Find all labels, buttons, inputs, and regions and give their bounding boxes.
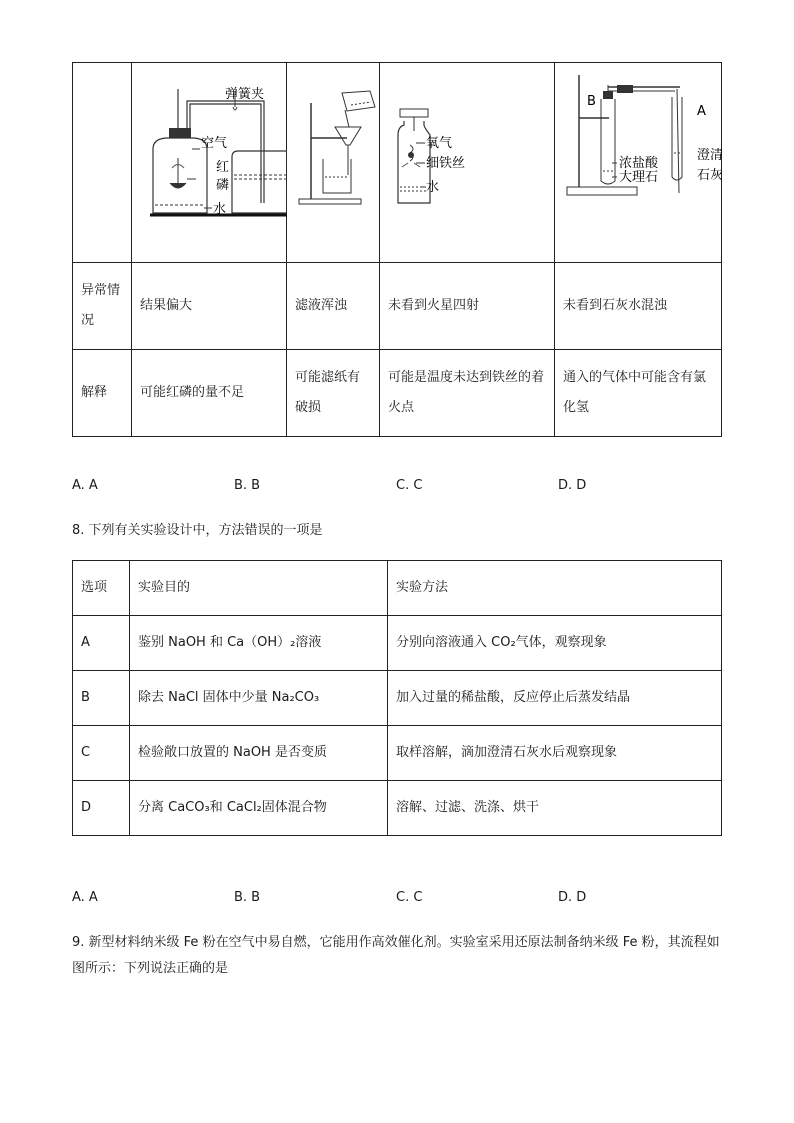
header-purpose: 实验目的	[130, 561, 388, 616]
table-cell: 结果偏大	[132, 263, 287, 350]
row-method: 分别向溶液通入 CO₂气体，观察现象	[388, 616, 722, 671]
label-red-phosphorus-1: 红	[216, 160, 230, 175]
table-row	[73, 781, 722, 836]
label-hydrochloric-acid: 浓盐酸	[619, 156, 659, 171]
option-a[interactable]: A. A	[72, 890, 98, 905]
red-phosphorus-apparatus-figure	[132, 63, 287, 250]
table-row	[73, 616, 722, 671]
co2-generation-apparatus-figure	[555, 63, 722, 250]
label-marble: 大理石	[619, 170, 659, 185]
option-b[interactable]: B. B	[234, 478, 261, 493]
table-cell: 未看到石灰水混浊	[555, 263, 722, 350]
label-b: B	[587, 94, 596, 109]
row-option: C	[73, 726, 130, 781]
filtration-apparatus-figure	[287, 63, 380, 250]
option-d[interactable]: D. D	[558, 890, 587, 905]
header-method: 实验方法	[388, 561, 722, 616]
figure-iron-combustion-cell	[380, 63, 555, 263]
table-row	[73, 726, 722, 781]
table-cell: 未看到火星四射	[380, 263, 555, 350]
iron-combustion-apparatus-figure	[380, 63, 555, 250]
experiment-anomaly-table	[72, 62, 722, 437]
label-air: 空气	[201, 136, 228, 151]
row-option: D	[73, 781, 130, 836]
figure-filtration-cell	[287, 63, 380, 263]
label-water: 水	[426, 180, 440, 195]
table-cell: 可能滤纸有破损	[287, 350, 380, 437]
table-cell: 可能红磷的量不足	[132, 350, 287, 437]
option-a[interactable]: A. A	[72, 478, 98, 493]
option-b[interactable]: B. B	[234, 890, 261, 905]
label-iron-wire: 细铁丝	[426, 156, 466, 171]
explanation-row	[73, 350, 722, 437]
table-header-row	[73, 561, 722, 616]
table-cell: 可能是温度未达到铁丝的着火点	[380, 350, 555, 437]
question7-options	[72, 478, 721, 498]
row-header: 异常情况	[73, 263, 132, 350]
question8-options	[72, 890, 721, 910]
table-cell: 通入的气体中可能含有氯化氢	[555, 350, 722, 437]
row-method: 加入过量的稀盐酸，反应停止后蒸发结晶	[388, 671, 722, 726]
option-c[interactable]: C. C	[396, 478, 423, 493]
row-purpose: 分离 CaCO₃和 CaCl₂固体混合物	[130, 781, 388, 836]
table-cell: 滤液浑浊	[287, 263, 380, 350]
option-c[interactable]: C. C	[396, 890, 423, 905]
label-limewater-1: 澄清	[697, 148, 722, 163]
row-purpose: 鉴别 NaOH 和 Ca（OH）₂溶液	[130, 616, 388, 671]
row-option: A	[73, 616, 130, 671]
question9-stem: 9. 新型材料纳米级 Fe 粉在空气中易自燃，它能用作高效催化剂。实验室采用还原法制备纳米级 Fe 粉，其流程如图所示：下列说法正确的是	[72, 935, 720, 976]
label-oxygen: 氧气	[426, 136, 453, 151]
figure-red-phosphorus-cell	[132, 63, 287, 263]
label-a: A	[697, 104, 706, 119]
option-d[interactable]: D. D	[558, 478, 587, 493]
row-header: 解释	[73, 350, 132, 437]
label-limewater-2: 石灰	[697, 168, 722, 183]
header-option: 选项	[73, 561, 130, 616]
abnormal-row	[73, 263, 722, 350]
row-option: B	[73, 671, 130, 726]
label-red-phosphorus-2: 磷	[216, 178, 230, 193]
empty-corner-cell	[73, 63, 132, 263]
figure-row	[73, 63, 722, 263]
question8-table	[72, 560, 722, 836]
label-spring-clip: 弹簧夹	[225, 87, 265, 102]
question8-stem: 8. 下列有关实验设计中，方法错误的一项是	[72, 523, 323, 538]
row-method: 取样溶解，滴加澄清石灰水后观察现象	[388, 726, 722, 781]
table-row	[73, 671, 722, 726]
figure-co2-cell	[555, 63, 722, 263]
row-method: 溶解、过滤、洗涤、烘干	[388, 781, 722, 836]
row-purpose: 检验敞口放置的 NaOH 是否变质	[130, 726, 388, 781]
label-water: 水	[213, 202, 227, 217]
row-purpose: 除去 NaCl 固体中少量 Na₂CO₃	[130, 671, 388, 726]
